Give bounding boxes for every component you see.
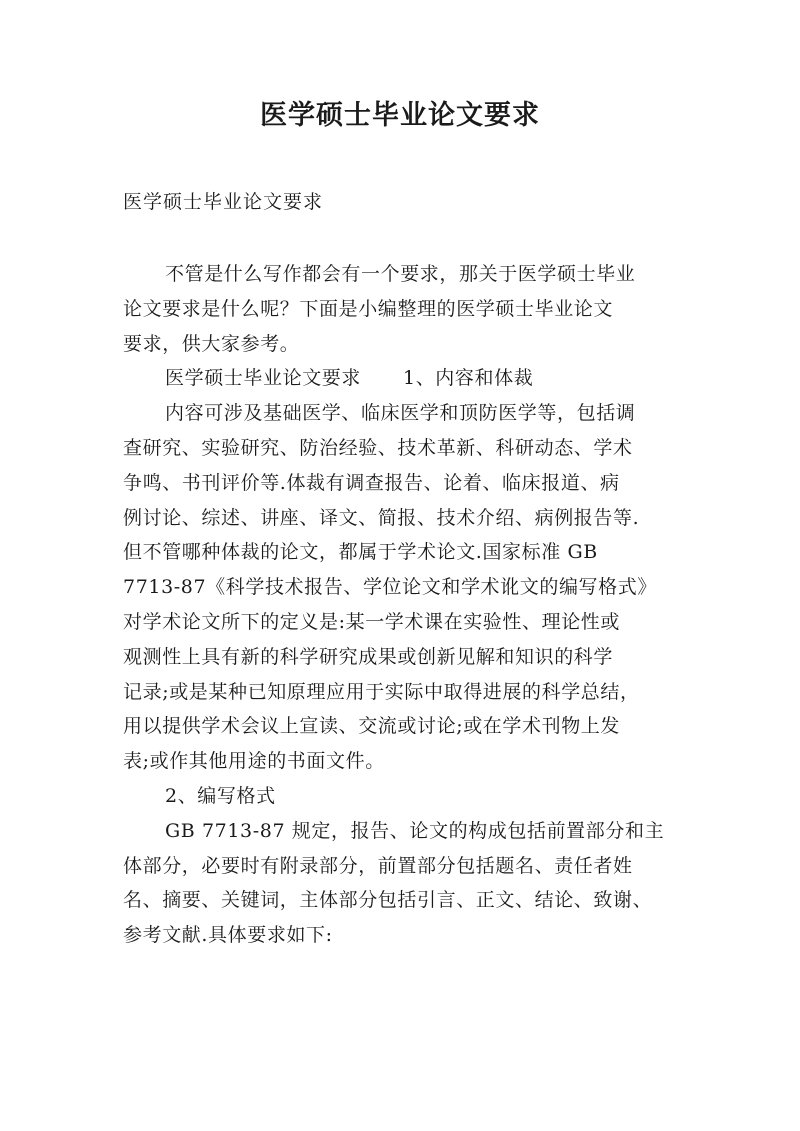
section-heading-line [123, 361, 683, 396]
paragraph-line: 用以提供学术会议上宣读、交流或讨论;或在学术刊物上发 [123, 715, 621, 738]
section-heading-number: 1、内容和体裁 [403, 367, 534, 390]
paragraph-line: 记录;或是某种已知原理应用于实际中取得进展的科学总结， [123, 680, 640, 703]
paragraph-line: 查研究、实验研究、防治经验、技术革新、科研动态、学术 [123, 436, 633, 459]
paragraph-line: 但不管哪种体裁的论文，都属于学术论文.国家标准 GB [123, 541, 598, 564]
section-heading: 2、编写格式 [165, 784, 276, 807]
paragraph-line: 不管是什么写作都会有一个要求，那关于医学硕士毕业 [165, 263, 636, 285]
paragraph-line: 争鸣、书刊评价等.体裁有调查报告、论着、临床报道、病 [123, 471, 620, 494]
document-body [123, 257, 683, 953]
paragraph-line: 参考文献.具体要求如下: [123, 924, 333, 947]
paragraph-line: 论文要求是什么呢？下面是小编整理的医学硕士毕业论文 [123, 297, 614, 320]
paragraph-line: 7713-87《科学技术报告、学位论文和学术讹文的编写格式》 [123, 576, 657, 599]
section-heading-title: 医学硕士毕业论文要求 [165, 367, 362, 390]
paragraph-line: 对学术论文所下的定义是:某一学术课在实验性、理论性或 [123, 610, 621, 633]
paragraph-line: 表;或作其他用途的书面文件。 [123, 750, 385, 773]
page-title: 医学硕士毕业论文要求 [260, 100, 540, 131]
paragraph-line: 名、摘要、关键词，主体部分包括引言、正文、结论、致谢、 [123, 889, 653, 912]
paragraph-line: GB 7713-87 规定，报告、论文的构成包括前置部分和主 [165, 819, 665, 842]
paragraph-line: 体部分，必要时有附录部分，前置部分包括题名、责任者姓 [123, 854, 633, 877]
paragraph-line: 观测性上具有新的科学研究成果或创新见解和知识的科学 [123, 645, 614, 668]
paragraph-line: 例讨论、综述、讲座、译文、简报、技术介绍、病例报告等. [123, 506, 640, 529]
document-subtitle: 医学硕士毕业论文要求 [123, 191, 324, 213]
paragraph-line: 内容可涉及基础医学、临床医学和顶防医学等，包括调 [165, 402, 636, 425]
paragraph-line: 要求，供大家参考。 [123, 332, 300, 355]
